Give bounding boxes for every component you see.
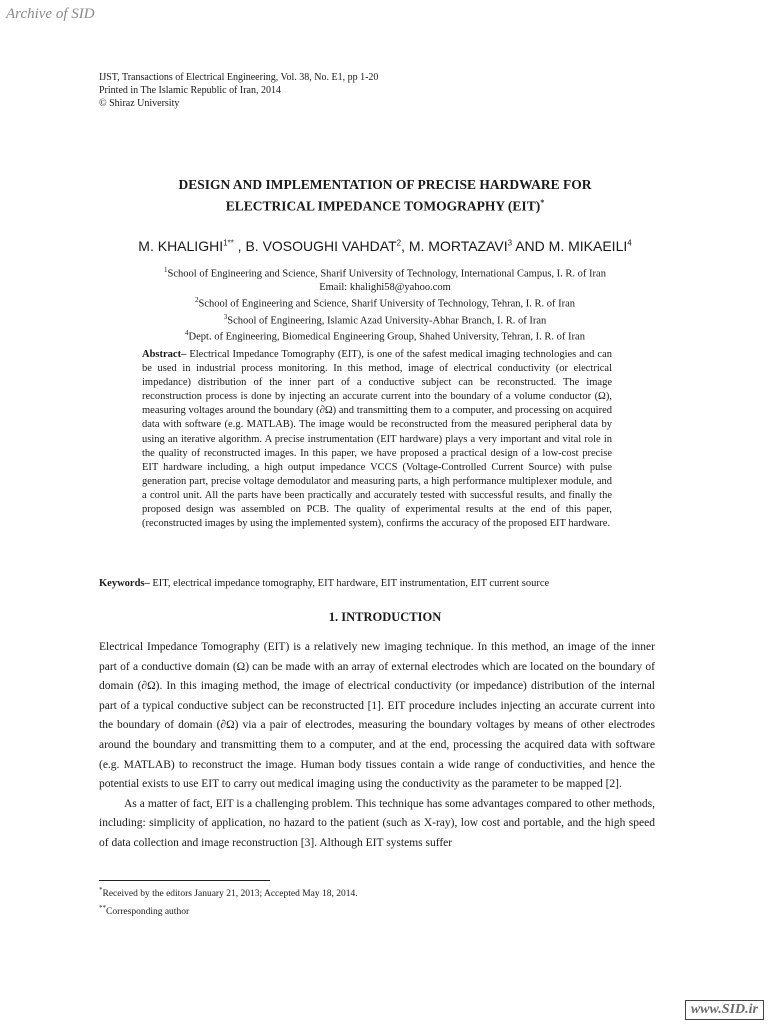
title-line-1: DESIGN AND IMPLEMENTATION OF PRECISE HARDWARE FOR — [178, 177, 592, 192]
footnote-received: *Received by the editors January 21, 2013; Accepted May 18, 2014. — [99, 886, 358, 900]
affiliation-1: $^1$School of Engineering and Science, Sharif University of Technology, International Campus, I. R. of Iran — [164, 266, 606, 280]
author-name: B. VOSOUGHI VAHDAT — [245, 238, 397, 254]
keywords-label: Keywords– — [99, 578, 150, 589]
affiliation-4: $^4$Dept. of Engineering, Biomedical Engineering Group, Shahed University, Tehran, I. R. of Iran — [185, 329, 585, 343]
author-list — [80, 238, 690, 254]
keywords — [99, 578, 679, 589]
title-line-2: ELECTRICAL IMPEDANCE TOMOGRAPHY (EIT)* — [225, 198, 545, 214]
keywords-text: EIT, electrical impedance tomography, EIT hardware, EIT instrumentation, EIT current source — [149, 578, 550, 589]
author-affiliation-marker: 2 — [396, 238, 402, 248]
archive-watermark: Archive of SID — [6, 6, 95, 22]
footnote-corresponding: **Corresponding author — [99, 903, 190, 917]
author-name: M. MIKAEILI — [548, 238, 628, 254]
affiliations — [90, 264, 680, 344]
sid-watermark-link[interactable]: www.SID.ir — [685, 1000, 764, 1020]
body-paragraph: As a matter of fact, EIT is a challenging problem. This technique has some advantages compared to other methods, including: simplicity of application, no hazard to the patient (such as X-ray), low cost and portable, and the high speed of data collection and image reconstruction [3]. Although EIT systems suffer — [99, 797, 655, 849]
abstract — [142, 348, 612, 531]
affiliation-2: $^2$School of Engineering and Science, Sharif University of Technology, Tehran, I. R. of Iran — [194, 295, 576, 310]
author-affiliation-marker: 4 — [627, 238, 632, 248]
printed-line: Printed in The Islamic Republic of Iran, 2014 — [99, 85, 281, 96]
author-separator: AND — [512, 238, 549, 254]
abstract-label: Abstract– — [142, 349, 187, 360]
author-name: M. MORTAZAVI — [408, 238, 508, 254]
copyright-line: © Shiraz University — [99, 98, 180, 109]
journal-line: IJST, Transactions of Electrical Engineering, Vol. 38, No. E1, pp 1-20 — [99, 72, 379, 83]
paper-title — [90, 176, 680, 216]
title-footnote-marker: * — [540, 198, 545, 207]
author-name: M. KHALIGHI — [138, 238, 224, 254]
introduction-body — [99, 638, 655, 854]
author-affiliation-marker: 1** — [223, 238, 234, 248]
affiliation-3: $^3$School of Engineering, Islamic Azad University-Abhar Branch, I. R. of Iran — [223, 312, 547, 327]
corresponding-email: Email: khalighi58@yahoo.com — [319, 281, 451, 293]
section-heading-introduction: 1. INTRODUCTION — [328, 610, 442, 624]
footnote-divider — [99, 880, 270, 881]
publication-info — [99, 71, 378, 110]
footnotes — [99, 884, 358, 919]
abstract-text: Electrical Impedance Tomography (EIT), is one of the safest medical imaging technologies and can be used in industrial process monitoring. In this method, image of electrical conductivity (or electrical impedance) distribution of the inner part of a conductive subject can be reconstructed. The image reconstruction process is done by injecting an accurate current into the boundary of a volume conductor (Ω), measuring voltages around the boundary (∂Ω) and transmitting them to a computer, and processing on acquired data with software (e.g. MATLAB). The image would be reconstructed from the measured peripheral data by using an iterative algorithm. A precise instrumentation (EIT hardware) plays a very important and vital role in the quality of reconstructed images. In this paper, we have proposed a practical design of a low-cost precise EIT hardware including, a high output impedance VCCS (Voltage-Controlled Current Source) with pulse generation part, precise voltage demodulator and measuring parts, a high performance multiplexer module, and a control unit. All the parts have been practically and accurately tested with successful results, and finally the proposed design was assembled on PCB. The quality of experimental results at the end of this paper, (reconstructed images by using the implemented system), confirms the accuracy of the proposed EIT hardware. — [142, 349, 612, 530]
author-separator: , — [233, 238, 246, 254]
author-affiliation-marker: 3 — [507, 238, 513, 248]
body-paragraph: Electrical Impedance Tomography (EIT) is a relatively new imaging technique. In this method, an image of the inner part of a conductive domain (Ω) can be made with an array of external electrodes which are located on the boundary of domain (∂Ω). In this imaging method, the image of electrical conductivity (or impedance) distribution of the internal part of a typical conductive subject can be reconstructed [1]. EIT procedure includes injecting an accurate current into the boundary of domain (∂Ω) via a pair of electrodes, measuring the boundary voltages by means of other electrodes around the boundary and transmitting them to a computer, and at the end, processing the acquired data with software (e.g. MATLAB) to reconstruct the image. Human body tissues contain a wide range of conductivities, and hence the potential exists to use EIT to carry out medical imaging using the conductivity as the parameter to be mapped [2]. — [99, 641, 655, 791]
author-separator: , — [401, 238, 409, 254]
